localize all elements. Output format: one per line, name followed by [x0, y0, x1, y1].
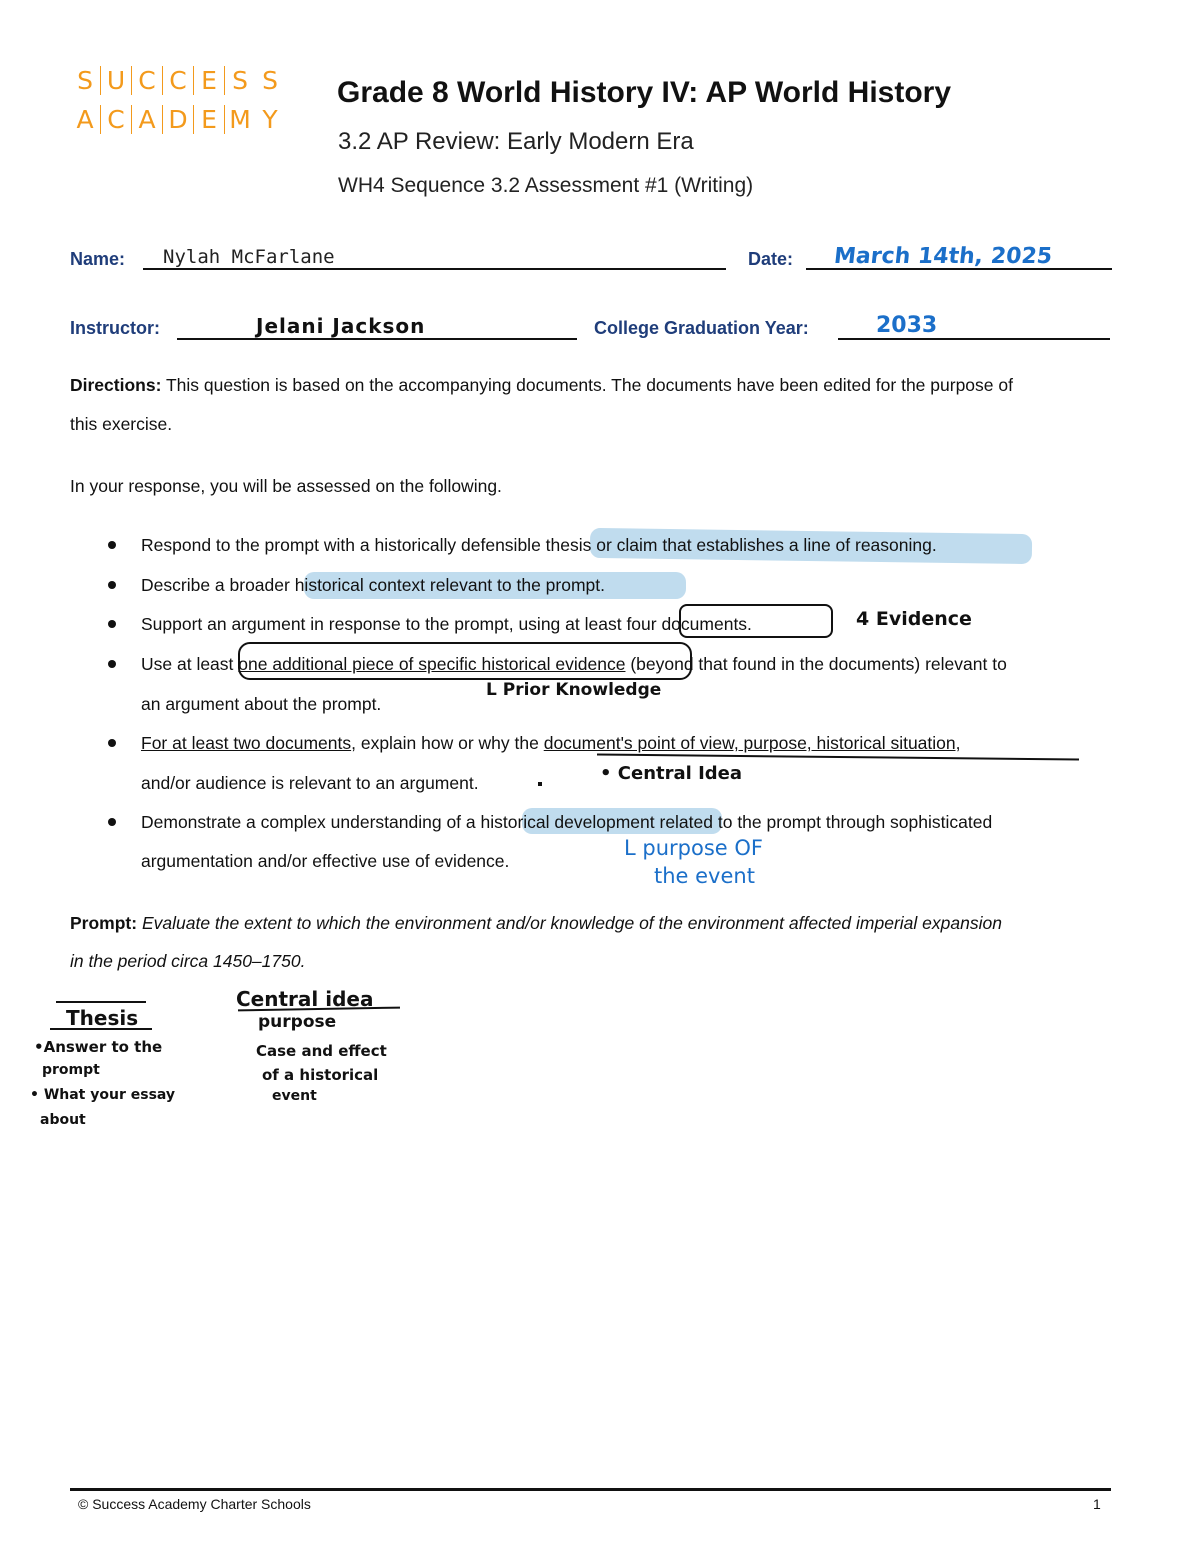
logo-letter: A	[76, 105, 94, 134]
handwritten-note: • What your essay	[30, 1087, 176, 1103]
bullet-dot	[108, 818, 116, 826]
bullet-dot	[108, 620, 116, 628]
grad-year-field[interactable]: 2033	[876, 313, 938, 338]
criterion-text: Use at least	[141, 654, 239, 674]
logo-letter: M	[224, 105, 255, 134]
underlined-text: document's point of view, purpose, historical situation,	[543, 733, 961, 753]
handwritten-note: Case and effect	[256, 1042, 387, 1060]
prompt	[70, 913, 1002, 934]
logo-letter: C	[162, 66, 193, 95]
criterion-text: Demonstrate a complex understanding of a	[141, 812, 481, 832]
logo-letter: Y	[262, 105, 278, 134]
boxed-text: four documents.	[626, 614, 752, 634]
name-line	[143, 268, 726, 270]
logo-letter: E	[193, 105, 224, 134]
handwritten-note: •Answer to the	[34, 1038, 163, 1056]
instructor-line	[177, 338, 577, 340]
grad-year-label: College Graduation Year:	[594, 318, 809, 338]
handwritten-note: Central idea	[236, 987, 374, 1011]
logo-letter: C	[100, 105, 131, 134]
highlighted-text: historical development	[480, 812, 655, 832]
criterion-text: , explain how or why the	[351, 733, 544, 753]
logo-letter: S	[262, 66, 278, 95]
handwritten-note: L purpose OF	[624, 836, 763, 860]
logo-letter: S	[77, 66, 93, 95]
instructor-field[interactable]: Jelani Jackson	[256, 314, 426, 338]
handwritten-note: purpose	[258, 1012, 337, 1032]
bullet-dot	[108, 581, 116, 589]
directions-label: Directions:	[70, 375, 162, 395]
date-label: Date:	[748, 249, 794, 269]
logo-letter: D	[162, 105, 193, 134]
name-field[interactable]: Nylah McFarlane	[163, 246, 335, 268]
page-number: 1	[1093, 1496, 1101, 1512]
ink-dot	[538, 782, 542, 786]
criterion-text: an argument about the prompt.	[141, 694, 382, 714]
logo-letter: E	[193, 66, 224, 95]
handwritten-note: prompt	[42, 1062, 100, 1078]
logo-letter: A	[131, 105, 162, 134]
logo-row-academy	[70, 105, 285, 134]
footer-rule	[70, 1488, 1111, 1491]
footer-copyright: © Success Academy Charter Schools	[78, 1496, 311, 1512]
assessment-intro: In your response, you will be assessed on the following.	[70, 476, 502, 496]
handwritten-note: about	[40, 1112, 86, 1128]
date-field[interactable]: March 14th, 2025	[832, 244, 1054, 269]
criterion-text: Describe a broader	[141, 575, 295, 595]
criterion-text: Respond to the prompt with a historically defensible	[141, 535, 546, 555]
handwritten-note: • Central Idea	[600, 763, 743, 784]
prompt-text-cont: in the period circa 1450–1750.	[70, 951, 306, 971]
assessment-title: WH4 Sequence 3.2 Assessment #1 (Writing)	[338, 174, 754, 197]
logo-letter: S	[224, 66, 255, 95]
criterion-text: argumentation and/or effective use of evidence.	[141, 851, 510, 871]
logo-letter: U	[100, 66, 131, 95]
boxed-text: one additional piece of specific historical evidence	[238, 654, 626, 674]
handwritten-note: the event	[654, 864, 755, 888]
prompt-text: Evaluate the extent to which the environment and/or knowledge of the environment affected imperial expansion	[141, 913, 1002, 933]
bullet-dot	[108, 541, 116, 549]
handwritten-note: 4 Evidence	[856, 608, 972, 630]
handwritten-note: L Prior Knowledge	[486, 680, 662, 700]
ink-underline	[50, 1028, 152, 1030]
name-label: Name:	[70, 249, 126, 269]
handwritten-note: Thesis	[66, 1006, 139, 1030]
criterion-context	[141, 575, 605, 596]
criterion-evidence	[141, 614, 752, 635]
directions-text-cont: this exercise.	[70, 414, 173, 434]
ink-underline	[597, 753, 1079, 760]
highlighted-text: thesis or claim that establishes a line of reasoning	[545, 535, 932, 555]
criterion-complexity	[141, 812, 992, 833]
prompt-label: Prompt:	[70, 913, 138, 933]
logo-letter: C	[131, 66, 162, 95]
logo-row-success	[70, 66, 285, 95]
highlighted-text: historical context relevant to the prompt.	[294, 575, 605, 595]
grad-year-line	[838, 338, 1110, 340]
ink-box	[679, 604, 833, 638]
ink-box	[238, 642, 692, 680]
criterion-text: related to the prompt through sophisticated	[654, 812, 993, 832]
handwritten-note: event	[272, 1088, 317, 1104]
directions-text: This question is based on the accompanying documents. The documents have been edited for the purpose of	[165, 375, 1013, 395]
handwritten-note: of a historical	[262, 1066, 379, 1084]
bullet-dot	[108, 739, 116, 747]
criterion-text: .	[931, 535, 937, 555]
instructor-label: Instructor:	[70, 318, 160, 338]
criterion-text: Support an argument in response to the prompt, using at least	[141, 614, 627, 634]
criterion-text: and/or audience is relevant to an argument.	[141, 773, 479, 793]
bullet-dot	[108, 660, 116, 668]
directions	[70, 375, 1013, 396]
criterion-text: (beyond that found in the documents) relevant to	[625, 654, 1007, 674]
underlined-text: For at least two documents	[141, 733, 352, 753]
page-title: Grade 8 World History IV: AP World History	[337, 76, 952, 109]
criterion-thesis	[141, 535, 937, 556]
ink-underline	[56, 1001, 146, 1003]
page-subtitle: 3.2 AP Review: Early Modern Era	[338, 128, 694, 155]
criterion-sourcing	[141, 733, 960, 754]
